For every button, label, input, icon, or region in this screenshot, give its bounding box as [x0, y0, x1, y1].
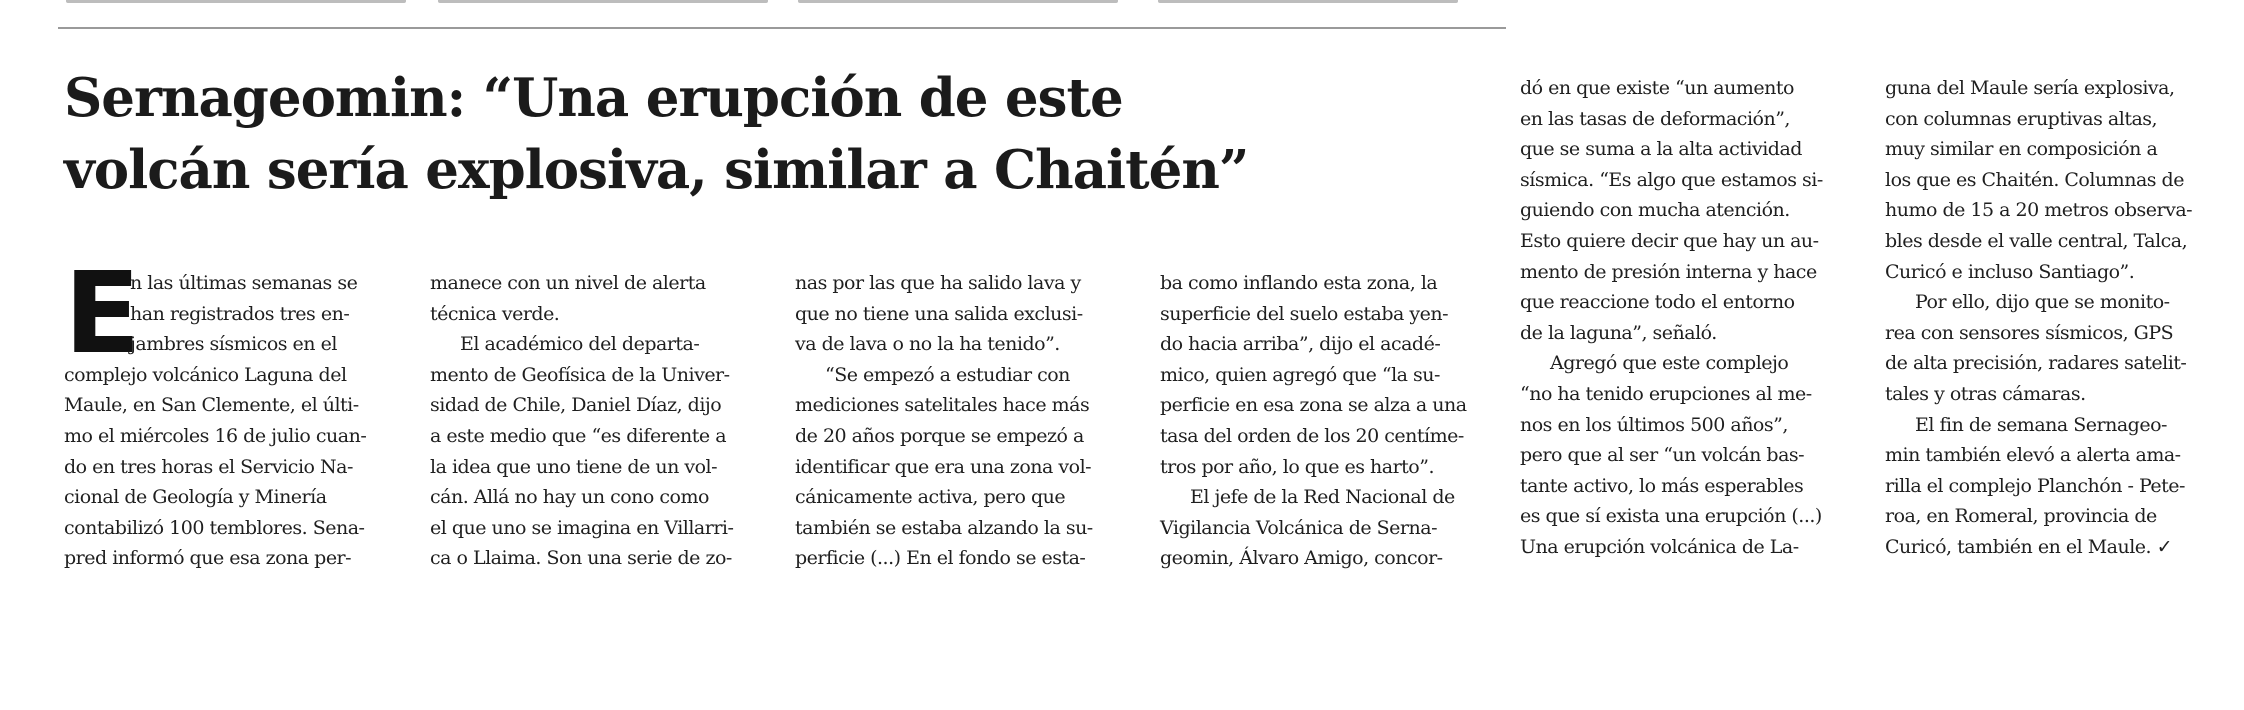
- text-line: va de lava o no la ha tenido”.: [795, 333, 1060, 356]
- text-line: Una erupción volcánica de La-: [1520, 535, 1799, 558]
- text-line: sísmica. “Es algo que estamos si-: [1520, 168, 1823, 191]
- text-line: muy similar en composición a: [1885, 138, 2158, 161]
- paragraph: [430, 329, 760, 574]
- text-line: perficie en esa zona se alza a una: [1160, 394, 1467, 417]
- text-line: mento de presión interna y hace: [1520, 260, 1817, 283]
- text-line: de la laguna”, señaló.: [1520, 321, 1717, 344]
- text-line: dó en que existe “un aumento: [1520, 77, 1794, 99]
- text-line: nos en los últimos 500 años”,: [1520, 413, 1788, 436]
- text-line: a este medio que “es diferente a: [430, 424, 727, 447]
- text-line: de alta precisión, radares satelit-: [1885, 352, 2187, 375]
- text-line: pred informó que esa zona per-: [64, 547, 352, 570]
- text-line: Vigilancia Volcánica de Serna-: [1160, 516, 1437, 539]
- article-column-2: [430, 268, 760, 574]
- text-line: han registrados tres en-: [130, 302, 350, 325]
- text-line: min también elevó a alerta ama-: [1885, 444, 2181, 467]
- text-line: complejo volcánico Laguna del: [64, 363, 347, 386]
- text-line: roa, en Romeral, provincia de: [1885, 505, 2157, 528]
- text-line: que no tiene una salida exclusi-: [795, 302, 1083, 325]
- text-line: Esto quiere decir que hay un au-: [1520, 229, 1819, 252]
- text-line: Maule, en San Clemente, el últi-: [64, 394, 359, 417]
- text-line: cional de Geología y Minería: [64, 486, 327, 509]
- text-line: humo de 15 a 20 metros observa-: [1885, 199, 2193, 222]
- paragraph: [1885, 287, 2225, 409]
- text-line: técnica verde.: [430, 302, 560, 325]
- paragraph: [1520, 348, 1850, 562]
- text-line: Por ello, dijo que se monito-: [1915, 291, 2170, 314]
- headline-line-2: volcán sería explosiva, similar a Chaitén”: [64, 139, 1249, 201]
- text-line: los que es Chaitén. Columnas de: [1885, 168, 2184, 191]
- drop-cap: E: [64, 249, 141, 379]
- text-line: guna del Maule sería explosiva,: [1885, 77, 2175, 99]
- paragraph: [1885, 73, 2225, 287]
- text-line: do en tres horas el Servicio Na-: [64, 455, 353, 478]
- text-line: la idea que uno tiene de un vol-: [430, 455, 718, 478]
- text-line: manece con un nivel de alerta: [430, 272, 706, 294]
- text-line: ba como inflando esta zona, la: [1160, 272, 1438, 294]
- paragraph: [1160, 268, 1490, 482]
- text-line: geomin, Álvaro Amigo, concor-: [1160, 547, 1443, 570]
- text-line: ca o Llaima. Son una serie de zo-: [430, 547, 732, 570]
- text-line: mediciones satelitales hace más: [795, 394, 1090, 417]
- text-line: cánicamente activa, pero que: [795, 486, 1066, 509]
- text-line: tante activo, lo más esperables: [1520, 474, 1804, 497]
- article-headline: [64, 62, 1514, 206]
- text-line: tasa del orden de los 20 centíme-: [1160, 424, 1464, 447]
- paragraph: [1160, 482, 1490, 574]
- text-line: que reaccione todo el entorno: [1520, 291, 1795, 314]
- clipped-previous-text: [58, 0, 1506, 6]
- article-column-1: [64, 249, 394, 574]
- text-line: do hacia arriba”, dijo el acadé-: [1160, 333, 1441, 356]
- text-line: superficie del suelo estaba yen-: [1160, 302, 1449, 325]
- text-line: mo el miércoles 16 de julio cuan-: [64, 424, 367, 447]
- text-line: jambres sísmicos en el: [130, 333, 337, 356]
- text-line: tros por año, lo que es harto”.: [1160, 455, 1434, 478]
- text-line: tales y otras cámaras.: [1885, 382, 2086, 405]
- text-line: en las tasas de deformación”,: [1520, 107, 1790, 130]
- header-rule: [58, 27, 1506, 29]
- text-line: que se suma a la alta actividad: [1520, 138, 1802, 161]
- paragraph: [1520, 73, 1850, 348]
- text-line: de 20 años porque se empezó a: [795, 424, 1084, 447]
- text-line: mico, quien agregó que “la su-: [1160, 363, 1440, 386]
- text-line: el que uno se imagina en Villarri-: [430, 516, 734, 539]
- paragraph: [795, 268, 1125, 360]
- text-line: Curicó e incluso Santiago”.: [1885, 260, 2135, 283]
- text-line: El académico del departa-: [460, 333, 700, 356]
- text-line: también se estaba alzando la su-: [795, 516, 1093, 539]
- paragraph: [1885, 410, 2225, 563]
- text-line: es que sí exista una erupción (...): [1520, 505, 1822, 528]
- text-line: rea con sensores sísmicos, GPS: [1885, 321, 2174, 344]
- text-line: mento de Geofísica de la Univer-: [430, 363, 730, 386]
- text-line: pero que al ser “un volcán bas-: [1520, 444, 1805, 467]
- text-line: cán. Allá no hay un cono como: [430, 486, 709, 509]
- text-line: Agregó que este complejo: [1550, 352, 1789, 375]
- article-column-4: [1160, 268, 1490, 574]
- text-line: sidad de Chile, Daniel Díaz, dijo: [430, 394, 722, 417]
- text-line: bles desde el valle central, Talca,: [1885, 229, 2188, 252]
- text-line: nas por las que ha salido lava y: [795, 272, 1081, 294]
- text-line: “no ha tenido erupciones al me-: [1520, 382, 1812, 405]
- text-line: identificar que era una zona vol-: [795, 455, 1092, 478]
- paragraph: [795, 360, 1125, 574]
- text-line: con columnas eruptivas altas,: [1885, 107, 2158, 130]
- paragraph: [430, 268, 760, 329]
- text-line: “Se empezó a estudiar con: [825, 363, 1070, 386]
- text-line: n las últimas semanas se: [130, 272, 358, 294]
- text-line: guiendo con mucha atención.: [1520, 199, 1790, 222]
- text-line: El jefe de la Red Nacional de: [1190, 486, 1455, 509]
- text-line: perficie (...) En el fondo se esta-: [795, 547, 1086, 570]
- text-line: contabilizó 100 temblores. Sena-: [64, 516, 365, 539]
- article-column-3: [795, 268, 1125, 574]
- text-line: Curicó, también en el Maule. ✓: [1885, 535, 2173, 558]
- article-column-5: [1520, 73, 1850, 563]
- article-column-6: [1885, 73, 2225, 563]
- headline-line-1: Sernageomin: “Una erupción de este: [64, 67, 1123, 129]
- text-line: El fin de semana Sernageo-: [1915, 413, 2167, 436]
- text-line: rilla el complejo Planchón - Pete-: [1885, 474, 2185, 497]
- paragraph: [64, 249, 394, 574]
